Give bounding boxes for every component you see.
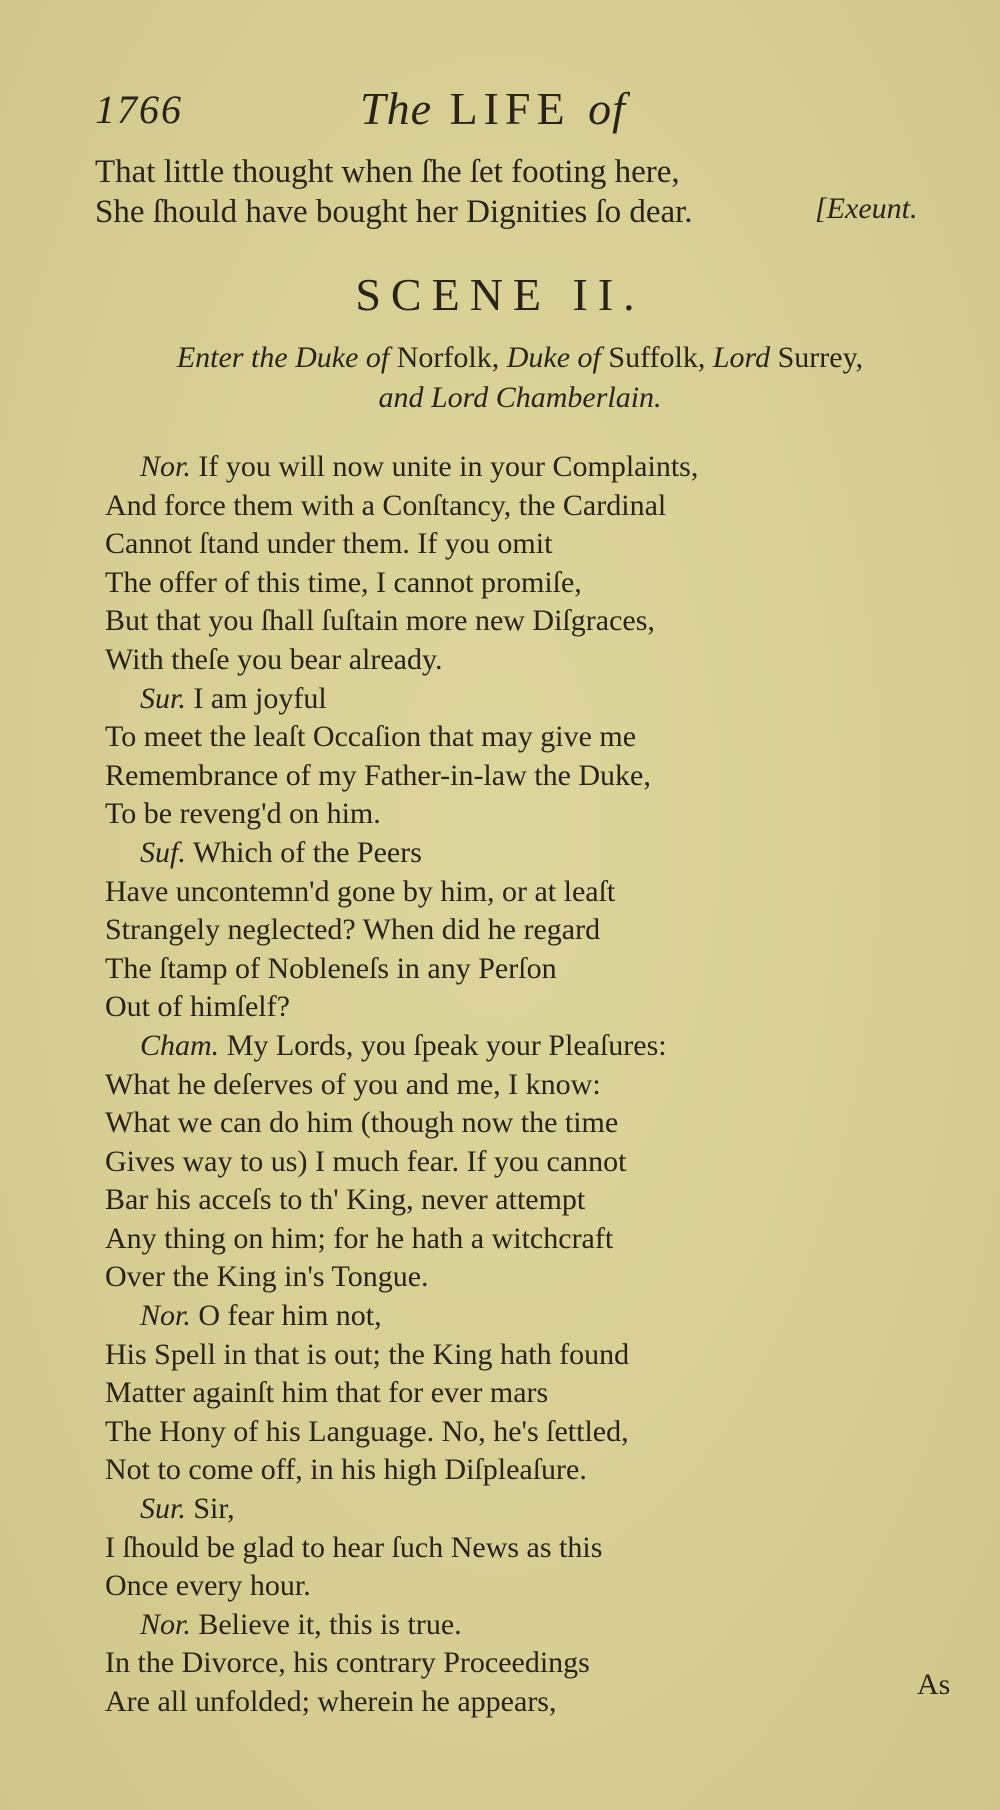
stage-suffolk: Suffolk,	[608, 341, 706, 374]
verse-line	[105, 525, 905, 564]
verse-line	[105, 1027, 905, 1066]
verse-line-text: Have uncontemn'd gone by him, or at leaſt	[105, 874, 616, 908]
stage-enter: Enter the Duke of	[176, 341, 390, 374]
verse-line-text: Not to come off, in his high Diſpleaſure.	[105, 1453, 587, 1487]
verse-line-text: Once every hour.	[105, 1569, 311, 1603]
verse-line-text: My Lords, you ſpeak your Pleaſures:	[226, 1028, 667, 1062]
verse-line	[105, 873, 905, 912]
verse-line-text: The Hony of his Language. No, he's ſettled,	[105, 1414, 629, 1448]
verse-line-text: Remembrance of my Father-in-law the Duke,	[105, 758, 651, 792]
verse-line	[105, 1181, 905, 1220]
verse-line	[105, 564, 905, 603]
verse-line-text: To meet the leaſt Occaſion that may give me	[105, 720, 637, 754]
verse-line	[105, 1413, 905, 1452]
verse-line	[105, 641, 905, 680]
verse-line	[105, 718, 905, 757]
verse-line	[105, 911, 905, 950]
stage-lord: Lord	[712, 341, 771, 374]
verse-line	[105, 1104, 905, 1143]
verse-line	[105, 680, 905, 719]
verse-line	[105, 487, 905, 526]
verse-line	[105, 950, 905, 989]
verse-line	[105, 1143, 905, 1182]
stage-direction-line-2	[100, 378, 940, 418]
opening-line: That little thought when ſhe ſet footing here,	[95, 154, 680, 190]
verse-text	[105, 448, 905, 1722]
verse-line	[105, 448, 905, 487]
verse-line	[105, 1336, 905, 1375]
verse-line-text: Over the King in's Tongue.	[105, 1260, 429, 1294]
verse-line	[105, 1644, 905, 1683]
speaker-name: Cham.	[140, 1028, 220, 1062]
stage-direction	[100, 338, 940, 418]
running-title-suffix: of	[588, 83, 626, 134]
speaker-name: Suf.	[140, 835, 186, 869]
verse-line-text: O fear him not,	[198, 1299, 382, 1333]
verse-line-text: I am joyful	[193, 681, 327, 715]
running-title-prefix: The	[360, 83, 432, 134]
verse-line	[105, 1297, 905, 1336]
verse-line	[105, 795, 905, 834]
running-title	[360, 82, 626, 135]
page-number: 1766	[95, 87, 183, 132]
speaker-name: Sur.	[140, 681, 186, 715]
verse-line-text: To be reveng'd on him.	[105, 797, 381, 831]
verse-line-text: Any thing on him; for he hath a witchcraft	[105, 1221, 614, 1255]
scene-heading: SCENE II.	[355, 269, 645, 320]
verse-line-text: Strangely neglected? When did he regard	[105, 913, 601, 947]
verse-line	[105, 1567, 905, 1606]
verse-line	[105, 1606, 905, 1645]
stage-norfolk: Norfolk,	[396, 341, 500, 374]
verse-line-text: In the Divorce, his contrary Proceedings	[105, 1646, 590, 1680]
verse-line-text: His Spell in that is out; the King hath found	[105, 1337, 630, 1371]
verse-line	[105, 1529, 905, 1568]
opening-lines	[95, 152, 693, 232]
verse-line	[105, 988, 905, 1027]
speaker-name: Sur.	[140, 1492, 186, 1526]
verse-line	[105, 1451, 905, 1490]
verse-line-text: Are all unfolded; wherein he appears,	[105, 1685, 557, 1718]
speaker-name: Nor.	[140, 1607, 191, 1641]
opening-line: She ſhould have bought her Dignities ſo dear.	[95, 194, 693, 230]
verse-line-text: What we can do him (though now the time	[105, 1106, 619, 1140]
stage-duke-of: Duke of	[506, 341, 601, 374]
verse-line	[105, 757, 905, 796]
stage-chamberlain: and Lord Chamberlain.	[378, 381, 662, 414]
running-title-main: LIFE	[449, 83, 571, 134]
verse-line-text: Out of himſelf?	[105, 990, 290, 1024]
catchword: As	[917, 1668, 951, 1701]
verse-line-text: Which of the Peers	[192, 835, 422, 869]
verse-line-text: With theſe you bear already.	[105, 642, 443, 676]
verse-line-text: And force them with a Conſtancy, the Cardinal	[105, 488, 667, 522]
verse-line	[105, 834, 905, 873]
stage-surrey: Surrey,	[777, 341, 864, 374]
stage-direction-line-1	[100, 338, 940, 378]
verse-line	[105, 602, 905, 641]
verse-line	[105, 1066, 905, 1105]
speaker-name: Nor.	[140, 450, 191, 483]
verse-line-text: I ſhould be glad to hear ſuch News as this	[105, 1530, 603, 1564]
verse-line-text: If you will now unite in your Complaints,	[198, 450, 699, 483]
verse-line-text: Bar his acceſs to th' King, never attempt	[105, 1183, 586, 1217]
verse-line-text: The ſtamp of Nobleneſs in any Perſon	[105, 951, 557, 985]
verse-line-text: The offer of this time, I cannot promiſe,	[105, 565, 582, 599]
verse-line	[105, 1490, 905, 1529]
running-head	[95, 82, 915, 142]
verse-line-text: Cannot ſtand under them. If you omit	[105, 527, 553, 561]
verse-line-text: Gives way to us) I much fear. If you cannot	[105, 1144, 627, 1178]
verse-line-text: Matter againſt him that for ever mars	[105, 1376, 549, 1410]
verse-line-text: Believe it, this is true.	[198, 1607, 462, 1641]
verse-line-text: Sir,	[193, 1492, 235, 1526]
verse-line	[105, 1683, 905, 1722]
verse-line	[105, 1258, 905, 1297]
verse-line-text: What he deſerves of you and me, I know:	[105, 1067, 601, 1101]
exeunt-direction: [Exeunt.	[815, 192, 918, 225]
verse-line	[105, 1374, 905, 1413]
speaker-name: Nor.	[140, 1299, 191, 1333]
verse-line	[105, 1220, 905, 1259]
verse-line-text: But that you ſhall ſuſtain more new Diſgraces,	[105, 604, 655, 638]
